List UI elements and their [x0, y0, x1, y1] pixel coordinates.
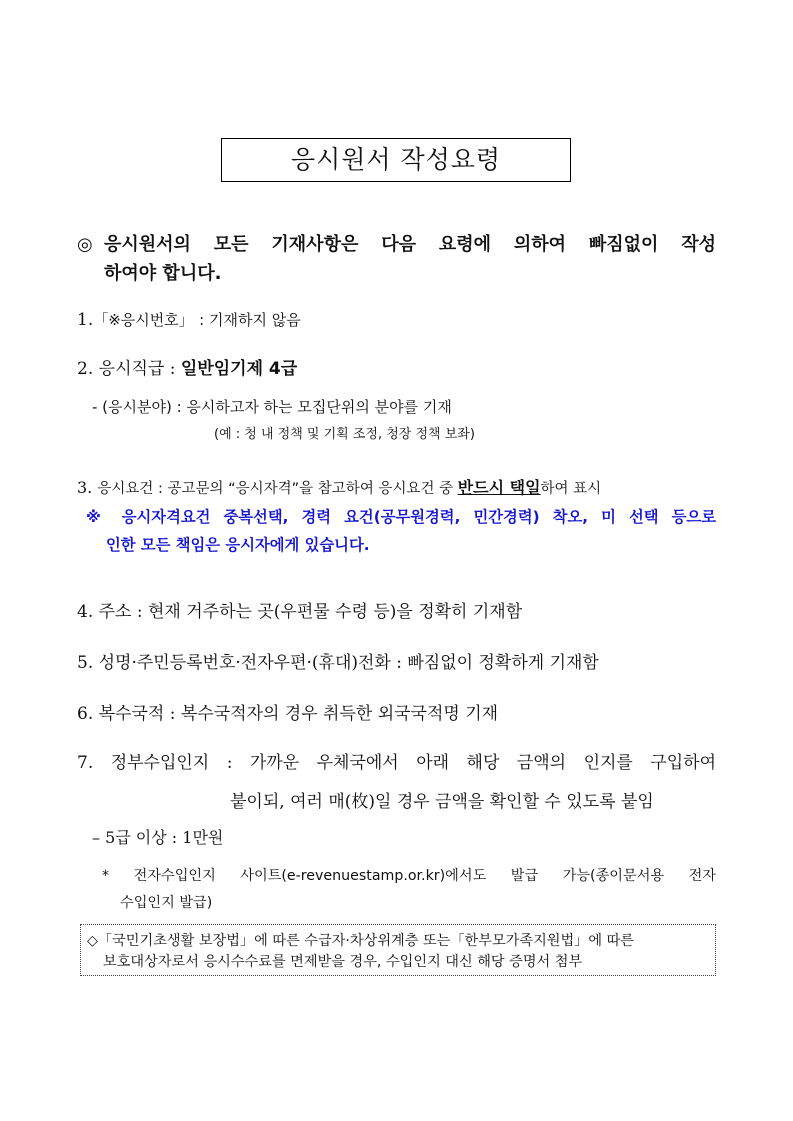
notice-line-1: ◇「국민기초생활 보장법」에 따른 수급자·차상위계층 또는「한부모가족지원법」에 따른 — [87, 933, 634, 949]
item-3 — [77, 476, 601, 501]
item-4: 4. 주소 : 현재 거주하는 곳(우편물 수령 등)을 정확히 기재함 — [77, 602, 523, 622]
item-1 — [77, 308, 301, 332]
item-6: 6. 복수국적 : 복수국적자의 경우 취득한 외국국적명 기재 — [77, 704, 499, 724]
item-3-text-after: 하여 표시 — [540, 481, 602, 497]
intro-mark: ◎ — [77, 234, 93, 255]
item-2-number: 2. — [77, 359, 94, 379]
item-2-label: 응시직급 : — [98, 359, 176, 379]
page-title: 응시원서 작성요령 — [221, 138, 571, 182]
fee-exemption-notice — [80, 924, 716, 976]
item-2 — [77, 357, 297, 381]
intro-line-2: 하여야 합니다. — [104, 263, 222, 284]
notice-line-2: 보호대상자로서 응시수수료를 면제받을 경우, 수입인지 대신 해당 증명서 첨부 — [103, 954, 583, 970]
item-7-note-line-2: 수입인지 발급) — [120, 895, 213, 911]
item-7-note-line-1: * 전자수입인지 사이트(e-revenuestamp.or.kr)에서도 발급 가능(종이문서용 전자 — [102, 868, 716, 884]
item-1-label: 「※응시번호」 — [93, 311, 194, 329]
item-3-warning-line-1: ※ 응시자격요건 중복선택, 경력 요건(공무원경력, 민간경력) 착오, 미 선택 등으로 — [86, 508, 716, 526]
item-7-fee: – 5급 이상 : 1만원 — [92, 828, 224, 847]
item-2-sub: - (응시분야) : 응시하고자 하는 모집단위의 분야를 기재 — [92, 398, 452, 416]
item-3-text-before: 응시요건 : 공고문의 “응시자격”을 참고하여 응시요건 중 — [97, 481, 458, 497]
item-1-text: : 기재하지 않음 — [199, 311, 301, 329]
item-3-emphasis: 반드시 택일 — [457, 478, 541, 497]
item-7-line-2: 붙이되, 여러 매(枚)일 경우 금액을 확인할 수 있도록 붙임 — [230, 792, 654, 812]
item-5: 5. 성명·주민등록번호·전자우편·(휴대)전화 : 빠짐없이 정확하게 기재함 — [77, 653, 599, 673]
item-2-value: 일반임기제 4급 — [180, 359, 298, 379]
item-1-number: 1. — [77, 310, 94, 330]
intro-line-1: 응시원서의 모든 기재사항은 다음 요령에 의하여 빠짐없이 작성 — [104, 234, 716, 255]
item-2-example: (예 : 청 내 정책 및 기획 조정, 청장 정책 보좌) — [214, 427, 475, 442]
item-3-warning-line-2: 인한 모든 책임은 응시자에게 있습니다. — [106, 536, 370, 554]
item-7-line-1: 7. 정부수입인지 : 가까운 우체국에서 아래 해당 금액의 인지를 구입하여 — [77, 753, 716, 773]
item-3-number: 3. — [77, 478, 93, 497]
